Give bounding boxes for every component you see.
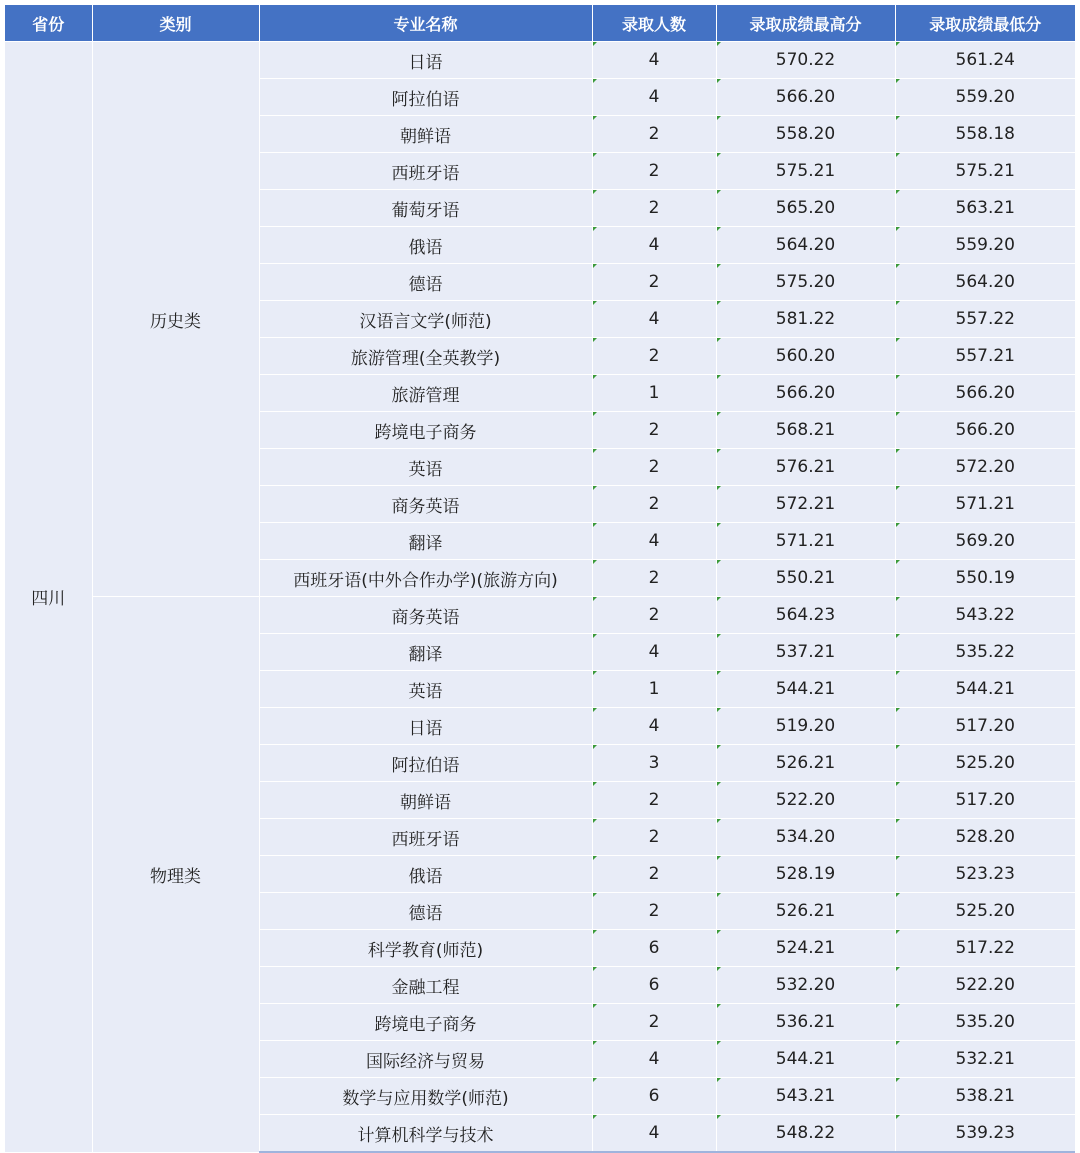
min-score-cell: 535.22 (895, 634, 1075, 671)
min-score-cell: 563.21 (895, 190, 1075, 227)
major-cell: 计算机科学与技术 (259, 1115, 592, 1153)
major-cell: 数学与应用数学(师范) (259, 1078, 592, 1115)
max-score-cell: 522.20 (716, 782, 895, 819)
major-cell: 西班牙语 (259, 819, 592, 856)
major-cell: 西班牙语 (259, 153, 592, 190)
count-cell: 2 (592, 153, 716, 190)
count-cell: 4 (592, 1041, 716, 1078)
table-row (5, 42, 1075, 79)
max-score-cell: 519.20 (716, 708, 895, 745)
max-score-cell: 526.21 (716, 893, 895, 930)
min-score-cell: 559.20 (895, 227, 1075, 264)
count-cell: 2 (592, 486, 716, 523)
major-cell: 俄语 (259, 227, 592, 264)
major-cell: 阿拉伯语 (259, 79, 592, 116)
max-score-cell: 544.21 (716, 671, 895, 708)
count-cell: 6 (592, 1078, 716, 1115)
major-cell: 朝鲜语 (259, 116, 592, 153)
header-category: 类别 (92, 5, 259, 42)
major-cell: 德语 (259, 893, 592, 930)
major-cell: 英语 (259, 449, 592, 486)
max-score-cell: 581.22 (716, 301, 895, 338)
count-cell: 6 (592, 967, 716, 1004)
major-cell: 西班牙语(中外合作办学)(旅游方向) (259, 560, 592, 597)
min-score-cell: 538.21 (895, 1078, 1075, 1115)
table-header (5, 5, 1075, 42)
major-cell: 朝鲜语 (259, 782, 592, 819)
major-cell: 汉语言文学(师范) (259, 301, 592, 338)
major-cell: 商务英语 (259, 597, 592, 634)
major-cell: 旅游管理 (259, 375, 592, 412)
max-score-cell: 568.21 (716, 412, 895, 449)
max-score-cell: 543.21 (716, 1078, 895, 1115)
min-score-cell: 544.21 (895, 671, 1075, 708)
count-cell: 6 (592, 930, 716, 967)
major-cell: 商务英语 (259, 486, 592, 523)
min-score-cell: 559.20 (895, 79, 1075, 116)
max-score-cell: 536.21 (716, 1004, 895, 1041)
major-cell: 金融工程 (259, 967, 592, 1004)
count-cell: 2 (592, 264, 716, 301)
max-score-cell: 544.21 (716, 1041, 895, 1078)
min-score-cell: 557.22 (895, 301, 1075, 338)
min-score-cell: 539.23 (895, 1115, 1075, 1153)
min-score-cell: 528.20 (895, 819, 1075, 856)
max-score-cell: 550.21 (716, 560, 895, 597)
min-score-cell: 525.20 (895, 745, 1075, 782)
major-cell: 科学教育(师范) (259, 930, 592, 967)
max-score-cell: 534.20 (716, 819, 895, 856)
admission-table (5, 5, 1075, 1153)
min-score-cell: 522.20 (895, 967, 1075, 1004)
max-score-cell: 566.20 (716, 375, 895, 412)
header-major: 专业名称 (259, 5, 592, 42)
max-score-cell: 524.21 (716, 930, 895, 967)
count-cell: 4 (592, 42, 716, 79)
count-cell: 4 (592, 79, 716, 116)
min-score-cell: 571.21 (895, 486, 1075, 523)
min-score-cell: 569.20 (895, 523, 1075, 560)
major-cell: 德语 (259, 264, 592, 301)
min-score-cell: 564.20 (895, 264, 1075, 301)
max-score-cell: 532.20 (716, 967, 895, 1004)
header-row (5, 5, 1075, 42)
major-cell: 旅游管理(全英教学) (259, 338, 592, 375)
count-cell: 2 (592, 893, 716, 930)
max-score-cell: 560.20 (716, 338, 895, 375)
max-score-cell: 537.21 (716, 634, 895, 671)
count-cell: 2 (592, 856, 716, 893)
count-cell: 1 (592, 671, 716, 708)
count-cell: 2 (592, 819, 716, 856)
count-cell: 3 (592, 745, 716, 782)
min-score-cell: 557.21 (895, 338, 1075, 375)
max-score-cell: 576.21 (716, 449, 895, 486)
major-cell: 跨境电子商务 (259, 1004, 592, 1041)
max-score-cell: 526.21 (716, 745, 895, 782)
major-cell: 日语 (259, 708, 592, 745)
min-score-cell: 517.22 (895, 930, 1075, 967)
category-cell: 物理类 (92, 597, 259, 1153)
count-cell: 2 (592, 338, 716, 375)
major-cell: 葡萄牙语 (259, 190, 592, 227)
table-row (5, 597, 1075, 634)
count-cell: 4 (592, 523, 716, 560)
min-score-cell: 535.20 (895, 1004, 1075, 1041)
count-cell: 2 (592, 449, 716, 486)
max-score-cell: 548.22 (716, 1115, 895, 1153)
max-score-cell: 528.19 (716, 856, 895, 893)
header-max-score: 录取成绩最高分 (716, 5, 895, 42)
max-score-cell: 571.21 (716, 523, 895, 560)
min-score-cell: 566.20 (895, 412, 1075, 449)
count-cell: 4 (592, 708, 716, 745)
min-score-cell: 572.20 (895, 449, 1075, 486)
min-score-cell: 525.20 (895, 893, 1075, 930)
min-score-cell: 517.20 (895, 782, 1075, 819)
major-cell: 跨境电子商务 (259, 412, 592, 449)
province-cell: 四川 (5, 42, 92, 1153)
min-score-cell: 550.19 (895, 560, 1075, 597)
max-score-cell: 565.20 (716, 190, 895, 227)
min-score-cell: 543.22 (895, 597, 1075, 634)
major-cell: 俄语 (259, 856, 592, 893)
max-score-cell: 572.21 (716, 486, 895, 523)
major-cell: 国际经济与贸易 (259, 1041, 592, 1078)
major-cell: 翻译 (259, 523, 592, 560)
max-score-cell: 570.22 (716, 42, 895, 79)
major-cell: 阿拉伯语 (259, 745, 592, 782)
major-cell: 英语 (259, 671, 592, 708)
max-score-cell: 575.21 (716, 153, 895, 190)
count-cell: 4 (592, 227, 716, 264)
max-score-cell: 564.20 (716, 227, 895, 264)
count-cell: 2 (592, 560, 716, 597)
min-score-cell: 523.23 (895, 856, 1075, 893)
count-cell: 2 (592, 1004, 716, 1041)
count-cell: 4 (592, 1115, 716, 1153)
header-min-score: 录取成绩最低分 (895, 5, 1075, 42)
min-score-cell: 558.18 (895, 116, 1075, 153)
max-score-cell: 575.20 (716, 264, 895, 301)
max-score-cell: 558.20 (716, 116, 895, 153)
min-score-cell: 575.21 (895, 153, 1075, 190)
count-cell: 2 (592, 782, 716, 819)
min-score-cell: 517.20 (895, 708, 1075, 745)
count-cell: 1 (592, 375, 716, 412)
min-score-cell: 532.21 (895, 1041, 1075, 1078)
max-score-cell: 566.20 (716, 79, 895, 116)
count-cell: 2 (592, 190, 716, 227)
min-score-cell: 566.20 (895, 375, 1075, 412)
count-cell: 2 (592, 116, 716, 153)
count-cell: 2 (592, 597, 716, 634)
table-body (5, 42, 1075, 1153)
min-score-cell: 561.24 (895, 42, 1075, 79)
count-cell: 4 (592, 634, 716, 671)
major-cell: 翻译 (259, 634, 592, 671)
header-province: 省份 (5, 5, 92, 42)
count-cell: 4 (592, 301, 716, 338)
max-score-cell: 564.23 (716, 597, 895, 634)
category-cell: 历史类 (92, 42, 259, 597)
header-count: 录取人数 (592, 5, 716, 42)
count-cell: 2 (592, 412, 716, 449)
major-cell: 日语 (259, 42, 592, 79)
